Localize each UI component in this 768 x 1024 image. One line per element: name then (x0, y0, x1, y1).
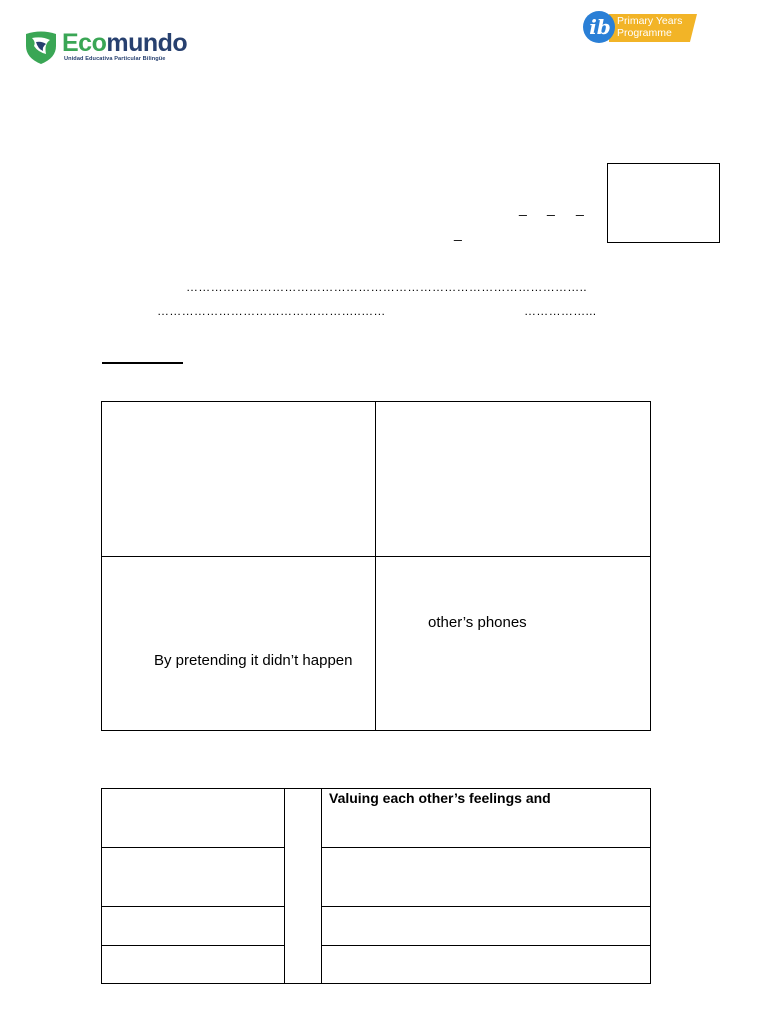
ib-line1: Primary Years (617, 15, 683, 27)
course-fill-line[interactable]: …………………………………………..…… (157, 304, 386, 318)
blank-dash: _ (547, 200, 555, 216)
table-1 (101, 401, 651, 731)
table-2-divider (284, 789, 285, 983)
table-2-row-line (102, 945, 284, 946)
ecomundo-leaf-icon (22, 28, 60, 66)
table-2-row-line (321, 906, 650, 907)
table-2-divider (321, 789, 322, 983)
blank-dash: _ (454, 225, 462, 241)
table-2-row-line (321, 945, 650, 946)
date-fill-line[interactable]: ……………... (524, 304, 597, 318)
table-1-cell-bottom-right: other’s phones (428, 614, 527, 631)
table-1-divider (102, 556, 650, 557)
table-2-header-right: Valuing each other’s feelings and (329, 790, 551, 806)
name-fill-line[interactable]: …………………………………………………………………………………….. (186, 280, 587, 294)
table-2-row-line (102, 847, 284, 848)
ecomundo-wordmark-eco: Eco (62, 29, 107, 57)
table-2-row-line (321, 847, 650, 848)
grade-box (607, 163, 720, 243)
ecomundo-subtitle: Unidad Educativa Particular Bilingüe (64, 56, 166, 62)
blank-dash: _ (576, 200, 584, 216)
table-2-row-line (102, 906, 284, 907)
ecomundo-wordmark (62, 28, 187, 58)
table-2 (101, 788, 651, 984)
ib-letters: ib (589, 15, 611, 39)
ecomundo-logo (22, 26, 202, 68)
table-1-cell-bottom-left: By pretending it didn’t happen (154, 652, 353, 669)
table-1-divider (375, 402, 376, 730)
ib-programme-text (617, 15, 682, 39)
section-heading-underline (102, 362, 183, 364)
ib-pyp-logo (583, 11, 701, 45)
ib-line2: Programme (617, 27, 672, 39)
blank-dash: _ (519, 200, 527, 216)
ecomundo-wordmark-mundo: mundo (106, 29, 188, 57)
